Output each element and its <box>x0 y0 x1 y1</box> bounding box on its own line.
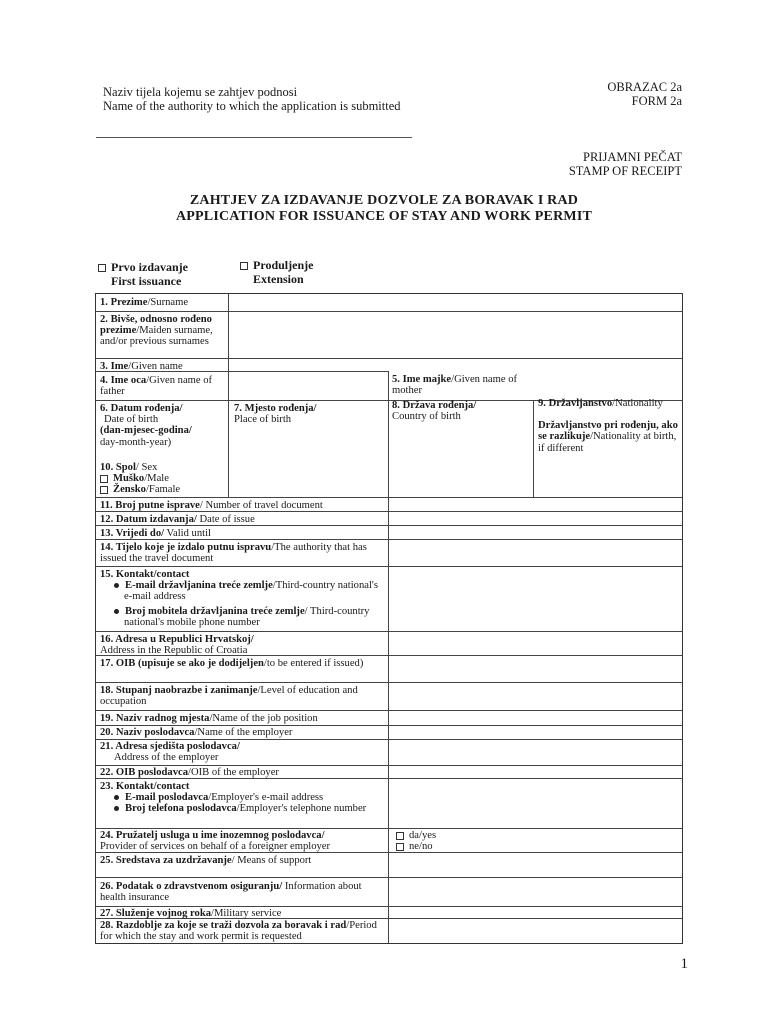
column-divider <box>228 400 229 497</box>
extension-label-hr: Produljenje <box>253 258 314 272</box>
checkbox-icon[interactable] <box>240 262 248 270</box>
field-place-of-birth-label: 7. Mjesto rođenja/ Place of birth <box>234 403 317 426</box>
field-sex-label: 10. Spol/ Sex Muško/Male Žensko/Famale <box>100 462 226 496</box>
row-divider <box>96 682 682 683</box>
checkbox-icon[interactable] <box>396 832 404 840</box>
bullet-icon <box>114 806 119 811</box>
field-address-croatia-label: 16. Adresa u Republici Hrvatskoj/ Address in the Republic of Croatia <box>100 634 254 657</box>
document-title-hr: ZAHTJEV ZA IZDAVANJE DOZVOLE ZA BORAVAK I RAD <box>189 193 579 208</box>
column-divider <box>388 371 389 497</box>
page-number: 1 <box>680 956 688 972</box>
row-divider <box>96 906 682 907</box>
field-maiden-surname-label: 2. Bivše, odnosno rođeno prezime/Maiden surname, and/or previous surnames <box>100 314 213 348</box>
extension-label-en: Extension <box>253 272 304 286</box>
field-permit-period-label: 28. Razdoblje za koje se traži dozvola za boravak i rad/Period for which the stay and work permit is requested <box>100 920 377 943</box>
form-number-hr: OBRAZAC 2a <box>607 80 682 94</box>
field-employer-oib-label: 22. OIB poslodavca/OIB of the employer <box>100 767 279 778</box>
field-education-label: 18. Stupanj naobrazbe i zanimanje/Level of education and occupation <box>100 685 358 708</box>
field-mother-name-label: 5. Ime majke/Given name of mother <box>392 374 518 397</box>
field-job-position-label: 19. Naziv radnog mjesta/Name of the job position <box>100 713 318 724</box>
application-form-table <box>95 293 683 944</box>
stamp-label-hr: PRIJAMNI PEČAT <box>583 150 682 164</box>
field-travel-document-number-label: 11. Broj putne isprave/ Number of travel document <box>100 500 323 511</box>
field-surname-label: 1. Prezime/Surname <box>100 297 189 308</box>
row-divider <box>96 710 682 711</box>
checkbox-icon[interactable] <box>100 486 108 494</box>
row-divider <box>96 497 682 498</box>
service-provider-options <box>396 830 516 852</box>
row-divider <box>96 828 682 829</box>
first-issuance-option[interactable] <box>98 260 188 288</box>
column-divider <box>388 497 389 943</box>
bullet-icon <box>114 795 119 800</box>
checkbox-icon[interactable] <box>98 264 106 272</box>
document-title <box>0 193 768 225</box>
field-issuing-authority-label: 14. Tijelo koje je izdalo putnu ispravu/The authority that has issued the travel document <box>100 542 367 565</box>
field-military-service-label: 27. Služenje vojnog roka/Military service <box>100 908 282 919</box>
row-divider <box>96 765 682 766</box>
form-number-en: FORM 2a <box>631 94 682 108</box>
field-employer-name-label: 20. Naziv poslodavca/Name of the employer <box>100 727 293 738</box>
row-divider <box>96 725 682 726</box>
row-divider <box>96 739 682 740</box>
row-divider <box>96 311 682 312</box>
first-issuance-label-en: First issuance <box>111 274 182 288</box>
authority-label <box>103 85 401 113</box>
authority-label-en: Name of the authority to which the application is submitted <box>103 99 401 113</box>
extension-option[interactable] <box>240 258 313 286</box>
sex-female-option[interactable]: Žensko/Famale <box>100 484 226 495</box>
sex-male-option[interactable]: Muško/Male <box>100 473 226 484</box>
field-valid-until-label: 13. Vrijedi do/ Valid until <box>100 528 211 539</box>
row-divider <box>96 877 682 878</box>
checkbox-icon[interactable] <box>100 475 108 483</box>
bullet-icon <box>114 583 119 588</box>
field-employer-address-label: 21. Adresa sjedišta poslodavca/ Address of the employer <box>100 741 240 764</box>
field-country-of-birth-label: 8. Država rođenja/ Country of birth <box>392 400 477 423</box>
form-number <box>607 80 682 108</box>
authority-signature-line[interactable] <box>96 137 412 138</box>
field-given-name-label: 3. Ime/Given name <box>100 361 183 372</box>
service-provider-yes-option[interactable]: da/yes <box>396 830 516 841</box>
row-divider <box>96 631 682 632</box>
stamp-label-en: STAMP OF RECEIPT <box>568 164 682 178</box>
service-provider-no-option[interactable]: ne/no <box>396 841 516 852</box>
field-date-of-issue-label: 12. Datum izdavanja/ Date of issue <box>100 514 255 525</box>
field-date-of-birth-label: 6. Datum rođenja/ Date of birth (dan-mjesec-godina/ day-month-year) <box>100 403 192 448</box>
field-health-insurance-label: 26. Podatak o zdravstvenom osiguranju/ Information about health insurance <box>100 881 362 904</box>
field-service-provider-label: 24. Pružatelj usluga u ime inozemnog poslodavca/ Provider of services on behalf of a foreigner employer <box>100 830 331 853</box>
column-divider <box>533 400 534 497</box>
checkbox-icon[interactable] <box>396 843 404 851</box>
stamp-label <box>569 150 682 178</box>
bullet-icon <box>114 609 119 614</box>
row-divider <box>96 358 682 359</box>
first-issuance-label-hr: Prvo izdavanje <box>111 260 188 274</box>
field-father-name-label: 4. Ime oca/Given name of father <box>100 375 213 398</box>
document-title-en: APPLICATION FOR ISSUANCE OF STAY AND WORK PERMIT <box>175 209 593 224</box>
authority-label-hr: Naziv tijela kojemu se zahtjev podnosi <box>103 85 298 99</box>
field-employer-contact-label: 23. Kontakt/contact E-mail poslodavca/Employer's e-mail address Broj telefona poslodavca/Employer's telephone number <box>100 781 367 815</box>
row-divider <box>96 566 682 567</box>
field-nationality-label: 9. Državljanstvo/Nationality Državljanstvo pri rođenju, ako se razlikuje/Nationality at birth, if different <box>538 398 678 454</box>
field-means-of-support-label: 25. Sredstava za uzdržavanje/ Means of support <box>100 855 312 866</box>
column-divider <box>228 294 229 400</box>
field-contact-label: 15. Kontakt/contact E-mail državljanina treće zemlje/Third-country national's e-mail address Broj mobitela državljanina treće zemlje/ Third-country national's mobile phone number <box>100 569 378 628</box>
field-oib-label: 17. OIB (upisuje se ako je dodijeljen/to be entered if issued) <box>100 658 364 669</box>
